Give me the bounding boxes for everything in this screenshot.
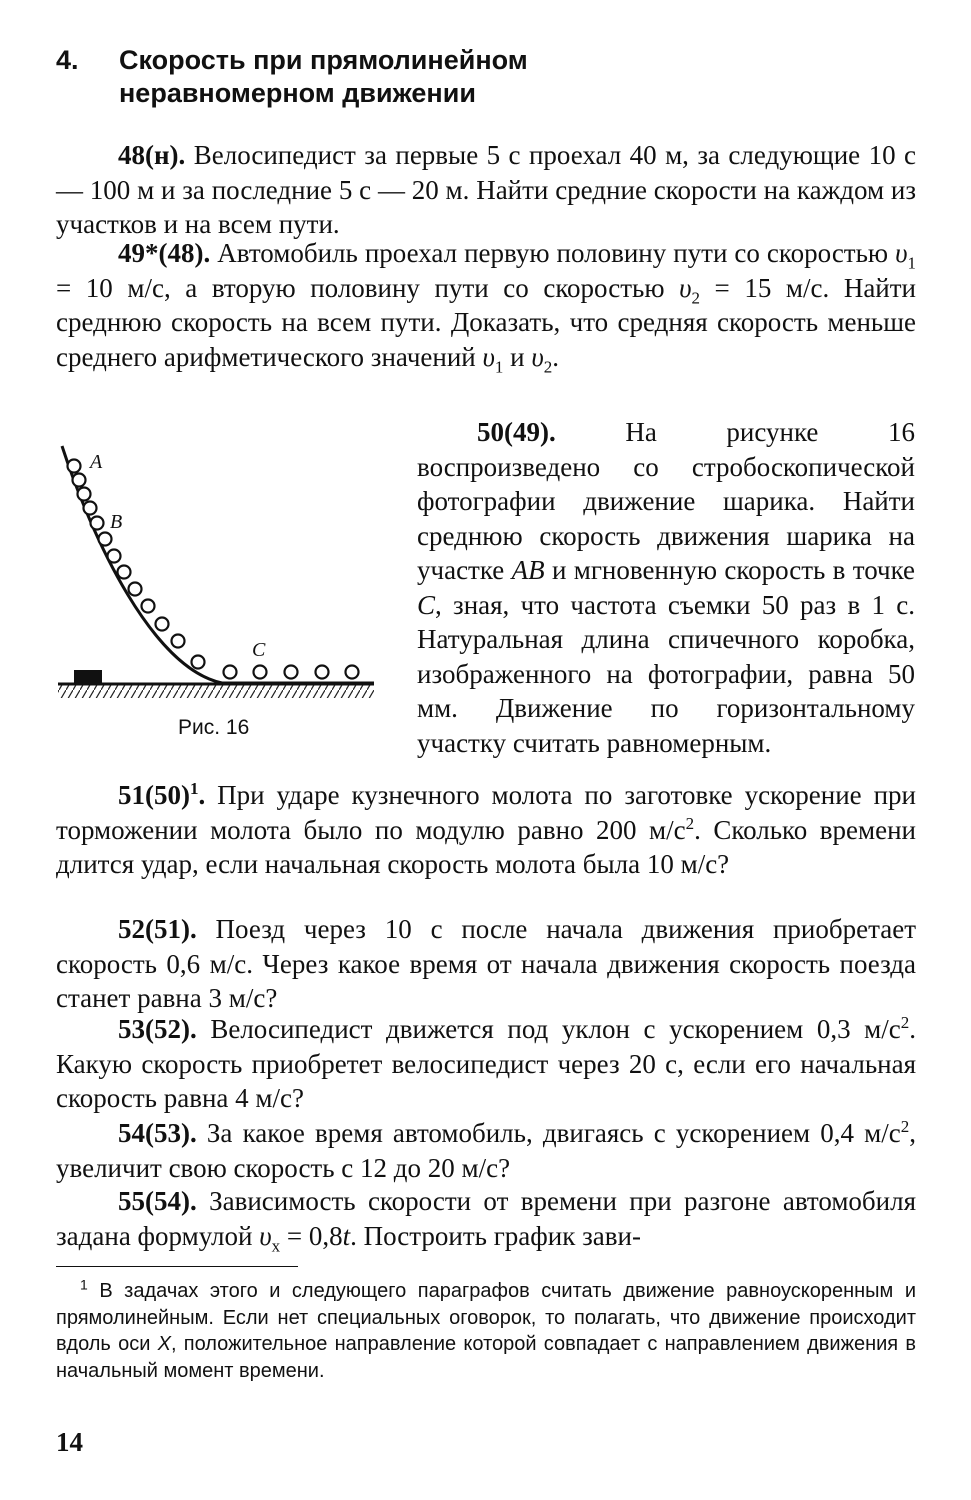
problem-text: Автомобиль проехал первую половину пути со скоростью [217,238,896,268]
footnote-ref: 1 [189,779,199,798]
problem-text: . Сколько времени длится удар, если начальная скорость молота была 10 м/с? [56,814,916,879]
problem-48 [56,138,916,242]
axis-label: X [157,1333,171,1355]
ramp-curve [62,446,374,683]
problem-number: 53(52). [118,1014,197,1044]
ball [224,666,237,679]
ball [316,666,329,679]
footnote [56,1278,916,1384]
problem-text: Велосипедист за первые 5 с проехал 40 м, за следующие 10 с — 100 м и за последние 5 с — 20 м. Найти средние скорости на каждом из участков и на всем пути. [56,140,916,239]
velocity-symbol: υ [482,341,495,372]
matchbox [74,670,102,684]
superscript: 2 [685,813,695,833]
problem-text: , увеличит свою скорость с 12 до 20 м/с? [56,1118,917,1183]
subscript: x [271,1235,281,1255]
point-label: C [417,589,436,620]
segment-label: AB [511,555,545,585]
subscript: 1 [494,356,504,376]
label-b: B [110,511,123,533]
ball [73,474,86,487]
ball [285,666,298,679]
problem-52 [56,912,916,1016]
ball [129,583,142,596]
ball [108,550,121,563]
time-symbol: t [342,1220,351,1251]
ball [192,656,205,669]
problem-text: = 10 м/с, а вторую половину пути со скоростью [56,272,680,303]
problem-49 [56,236,916,374]
ball [68,460,81,473]
subscript: 1 [907,253,917,273]
problem-number: 52(51). [118,914,197,944]
velocity-symbol: υ [895,238,908,268]
ball [142,600,155,613]
label-c: C [252,639,266,661]
footnote-text: В задачах этого и следующего параграфов считать движение равноускоренным и прямолинейным. Если нет специальных оговорок, то полагать, что движение происходит вдоль оси [56,1280,916,1355]
superscript: 2 [900,1013,910,1032]
ball [78,488,91,501]
subscript: 2 [543,356,553,376]
footnote-text: , положительное направление которой совпадает с направлением движения в начальный момент времени. [56,1333,916,1382]
ball [84,502,97,515]
ball [91,517,104,530]
problem-number: 50(49). [477,417,556,447]
problem-text: , зная, что частота съемки 50 раз в 1 с. Натуральная длина спичечного коробка, изображенного на фотографии, равна 50 мм. Движение по горизонтальному участку считать равномерным. [417,589,915,758]
problem-text: При ударе кузнечного молота по заготовке ускорение при торможении молота было по модулю равно 200 м/с [56,780,916,845]
problem-51 [56,778,916,882]
problem-50 [417,415,915,760]
footnote-mark: 1 [80,1276,88,1293]
problem-number: 51(50) [118,780,190,810]
problem-53 [56,1012,916,1116]
velocity-symbol: υ [679,272,692,303]
ball [346,666,359,679]
problem-text: . [552,341,559,372]
problem-text: . Построить график зави- [350,1220,641,1251]
footnote-separator [56,1266,298,1267]
problem-number: 48(н). [118,140,186,170]
problem-text: . Какую скорость приобретет велосипедист через 20 с, если его начальная скорость равна 4 м/с? [56,1014,916,1113]
problem-text: = 0,8 [280,1220,343,1251]
problem-55 [56,1184,916,1253]
problem-text: = 15 м/с. Найти среднюю скорость на всем пути. Доказать, что средняя скорость меньше среднего арифметического значений [56,272,916,372]
figure-caption: Рис. 16 [178,716,250,739]
page-number: 14 [56,1427,83,1457]
problem-text: и мгновенную скорость в точке [544,555,916,585]
problem-text: Зависимость скорости от времени при разгоне автомобиля задана формулой [56,1186,917,1251]
ball-trajectory [68,460,359,679]
problem-54 [56,1116,916,1185]
problem-text: и [503,341,532,372]
problem-number: 54(53). [118,1118,197,1148]
problem-text: На рисунке 16 воспроизведено со стробоскопической фотографии движение шарика. Найти среднюю скорость движения шарика на участке [417,417,915,585]
problem-number: 49*(48). [118,238,211,268]
ball [254,666,267,679]
problem-text: За какое время автомобиль, двигаясь с ускорением 0,4 м/с [206,1118,901,1148]
problem-text: Поезд через 10 с после начала движения приобретает скорость 0,6 м/с. Через какое время от начала движения скорость поезда станет равна 3 м/с? [56,914,916,1013]
problem-number-dot: . [198,780,206,810]
velocity-symbol: υ [531,341,544,372]
ball [172,635,185,648]
label-a: A [90,451,103,473]
ball [118,566,131,579]
velocity-symbol: υ [259,1220,272,1251]
ground-hatching [58,684,374,698]
subscript: 2 [691,287,700,307]
ball [99,533,112,546]
ball [156,618,169,631]
superscript: 2 [900,1117,910,1136]
section-number: 4. [56,45,79,75]
figure-16 [52,438,382,700]
problem-text: Велосипедист движется под уклон с ускорением 0,3 м/с [210,1014,901,1044]
section-title: Скорость при прямолинейном неравномерном движении [119,45,528,108]
problem-number: 55(54). [118,1186,197,1216]
